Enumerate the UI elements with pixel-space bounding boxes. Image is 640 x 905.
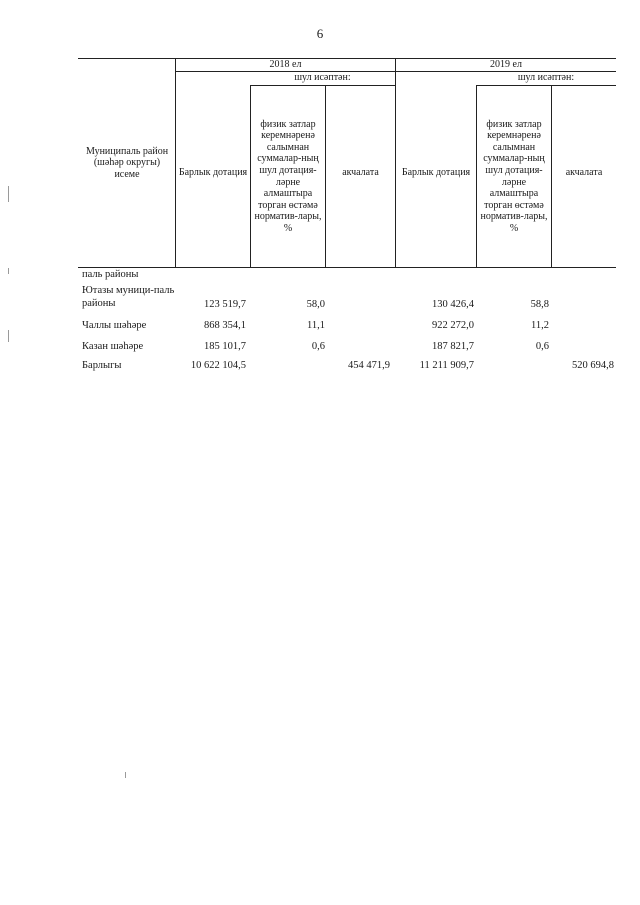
total-2018: 868 354,1 — [204, 320, 246, 331]
row-name: паль районы — [82, 269, 139, 280]
header-year-2019: 2019 ел — [490, 58, 522, 70]
total-2018: 10 622 104,5 — [190, 360, 246, 371]
header-of-which-2019: шул исәптән: — [517, 72, 575, 84]
scan-speck — [8, 268, 9, 274]
row-name: Барлыгы — [82, 360, 122, 371]
header-of-which-2018: шул исәптән: — [294, 72, 351, 84]
norm-2018: 11,1 — [307, 320, 325, 331]
header-norm-2019: физик затлар керемнәренә салымнан суммалар-ның шул дотация-ләрне алмаштыра торган өстәмә норматив-лары, % — [480, 118, 548, 234]
header-total-2019: Барлык дотация — [401, 167, 471, 179]
table-row-total — [78, 359, 618, 375]
norm-2019: 0,6 — [535, 341, 549, 352]
total-2019: 922 272,0 — [432, 320, 474, 331]
total-2019: 130 426,4 — [432, 299, 474, 310]
norm-2019: 11,2 — [531, 320, 549, 331]
table-row — [78, 340, 618, 356]
scan-speck — [8, 186, 9, 202]
cash-2018: 454 471,9 — [348, 360, 390, 371]
total-2018: 185 101,7 — [204, 341, 246, 352]
total-2018: 123 519,7 — [204, 299, 246, 310]
total-2019: 11 211 909,7 — [419, 360, 474, 371]
cash-2019: 520 694,8 — [572, 360, 614, 371]
header-norm-2018: физик затлар керемнәренә салымнан суммалар-ның шул дотация-ләрне алмаштыра торган өстәмә норматив-лары, % — [254, 118, 322, 234]
header-municipality: Муниципаль район (шәһәр округы) исеме — [85, 145, 169, 180]
norm-2019: 58,8 — [530, 299, 549, 310]
scan-speck — [8, 330, 9, 342]
table-header — [78, 58, 616, 268]
header-year-2018: 2018 ел — [269, 58, 302, 70]
page-number: 6 — [316, 26, 324, 41]
header-cash-2019: акчалата — [565, 167, 603, 179]
table-row — [78, 284, 618, 314]
scan-speck — [125, 772, 126, 778]
header-total-2018: Барлык дотация — [178, 167, 248, 179]
total-2019: 187 821,7 — [432, 341, 474, 352]
row-name: Ютазы муници-паль районы — [82, 285, 175, 309]
norm-2018: 58,0 — [306, 299, 325, 310]
header-cash-2018: акчалата — [342, 167, 379, 179]
table-row — [78, 268, 618, 284]
norm-2018: 0,6 — [311, 341, 325, 352]
row-name: Чаллы шәһәре — [82, 320, 147, 331]
row-name: Казан шәһәре — [82, 341, 144, 352]
table-row — [78, 319, 618, 335]
